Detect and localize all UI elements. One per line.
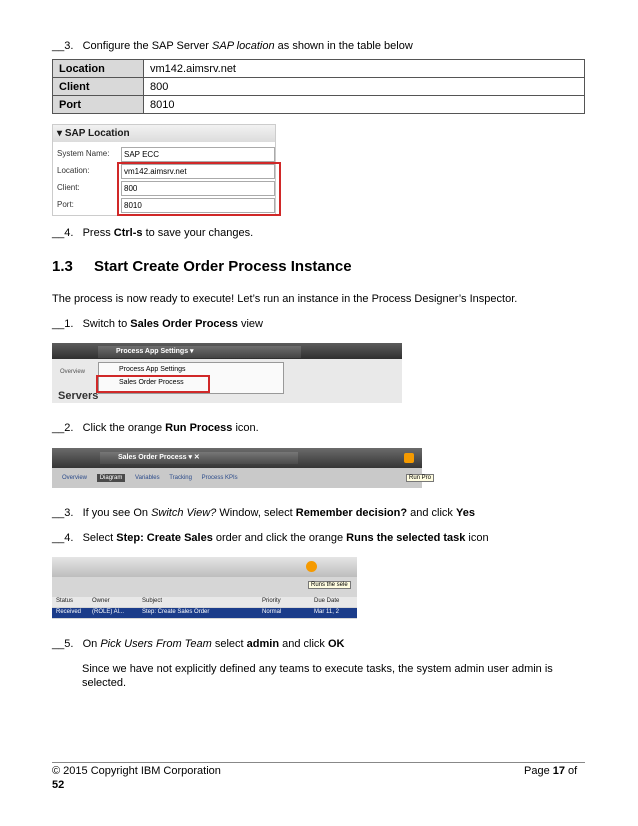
step-text: and click bbox=[279, 638, 328, 650]
step-text: select bbox=[211, 638, 247, 650]
page-label: Page bbox=[524, 765, 553, 777]
step-number: __4. bbox=[52, 227, 74, 239]
location-field[interactable]: vm142.aimsrv.net bbox=[121, 164, 275, 179]
field-label: Client: bbox=[57, 183, 80, 192]
table-row[interactable] bbox=[52, 608, 357, 618]
column-header: Priority bbox=[262, 598, 281, 604]
page-of: of bbox=[565, 765, 578, 777]
footer-divider bbox=[52, 762, 585, 763]
step-configure-sap bbox=[52, 40, 413, 52]
section-number: 1.3 bbox=[52, 258, 73, 275]
step-bold: Runs the selected task bbox=[346, 532, 466, 544]
table-row bbox=[53, 60, 585, 78]
step-text: as shown in the table below bbox=[274, 40, 413, 52]
client-field[interactable]: 800 bbox=[121, 181, 275, 196]
table-row bbox=[53, 78, 585, 96]
step-pick-users bbox=[52, 638, 344, 650]
step-italic: SAP location bbox=[212, 40, 275, 52]
field-label: Port: bbox=[57, 200, 74, 209]
table-key: Client bbox=[53, 78, 144, 96]
step-bold: Run Process bbox=[165, 422, 233, 434]
section-heading bbox=[52, 258, 352, 275]
column-header: Status bbox=[56, 598, 74, 604]
step-bold: Yes bbox=[455, 507, 475, 519]
menu-item[interactable]: Sales Order Process bbox=[119, 379, 184, 386]
table-header bbox=[52, 597, 357, 607]
step-bold: Sales Order Process bbox=[130, 318, 238, 330]
step-text: Press bbox=[82, 227, 114, 239]
table-row bbox=[53, 96, 585, 114]
step-text: icon. bbox=[232, 422, 259, 434]
tooltip: Run Pro bbox=[406, 474, 434, 482]
step-run-process bbox=[52, 422, 259, 434]
step-text: If you see On bbox=[82, 507, 152, 519]
page-total: 52 bbox=[52, 779, 65, 791]
cell: Step: Create Sales Order bbox=[142, 609, 210, 615]
system-name-field[interactable]: SAP ECC bbox=[121, 147, 275, 162]
sap-location-screenshot bbox=[52, 124, 276, 216]
cell: Received bbox=[56, 609, 82, 615]
config-table bbox=[52, 59, 585, 114]
highlight-box bbox=[96, 375, 210, 393]
step-switch-view-dialog bbox=[52, 507, 475, 519]
step-number: __2. bbox=[52, 422, 74, 434]
step-save bbox=[52, 227, 253, 239]
tab-process-kpis[interactable]: Process KPIs bbox=[201, 475, 238, 481]
tab-overview[interactable]: Overview bbox=[62, 475, 88, 481]
step-text: Window, select bbox=[216, 507, 296, 519]
tab-overview[interactable]: Overview bbox=[60, 369, 86, 375]
sap-location-header: ▾ SAP Location bbox=[53, 125, 275, 142]
step-select-task bbox=[52, 532, 489, 544]
step-text: Select bbox=[82, 532, 117, 544]
page-number: 17 bbox=[552, 765, 565, 777]
step-text: icon bbox=[465, 532, 489, 544]
step-number: __3. bbox=[52, 40, 74, 52]
cell: (ROLE) Al... bbox=[92, 609, 125, 615]
step-text: Click the orange bbox=[82, 422, 166, 434]
cell: Mar 11, 2 bbox=[314, 609, 339, 615]
port-field[interactable]: 8010 bbox=[121, 198, 275, 213]
step-number: __1. bbox=[52, 318, 74, 330]
step-text: Switch to bbox=[82, 318, 131, 330]
step-text: Configure the SAP Server bbox=[82, 40, 213, 52]
table-key: Port bbox=[53, 96, 144, 114]
process-app-settings-screenshot bbox=[52, 343, 402, 403]
run-task-icon[interactable] bbox=[306, 561, 317, 572]
step-number: __3. bbox=[52, 507, 74, 519]
step-bold: Remember decision? bbox=[295, 507, 408, 519]
intro-paragraph: The process is now ready to execute! Let’s run an instance in the Process Designer’s Inspector. bbox=[52, 293, 518, 305]
table-value: vm142.aimsrv.net bbox=[144, 60, 585, 78]
step-text: to save your changes. bbox=[142, 227, 254, 239]
step-bold: OK bbox=[327, 638, 345, 650]
step-bold: Step: Create Sales bbox=[116, 532, 213, 544]
view-selector-label: Process App Settings bbox=[116, 348, 189, 355]
view-selector-label: Sales Order Process bbox=[118, 454, 187, 461]
inspector-screenshot bbox=[52, 557, 357, 619]
highlight-box bbox=[117, 162, 281, 216]
designer-tabs bbox=[62, 475, 246, 481]
menu-item[interactable]: Process App Settings bbox=[119, 366, 186, 373]
chevron-down-icon: ▾ ✕ bbox=[188, 454, 200, 461]
step-italic: Switch View? bbox=[151, 507, 217, 519]
run-process-icon[interactable] bbox=[404, 453, 414, 463]
tab-tracking[interactable]: Tracking bbox=[169, 475, 192, 481]
step-text: and click bbox=[407, 507, 456, 519]
step-switch-view bbox=[52, 318, 263, 330]
step-text: order and click the orange bbox=[212, 532, 347, 544]
step-bold: Ctrl-s bbox=[113, 227, 143, 239]
tab-diagram[interactable]: Diagram bbox=[97, 474, 126, 482]
view-selector[interactable] bbox=[100, 452, 298, 464]
servers-heading: Servers bbox=[58, 390, 99, 402]
column-header: Owner bbox=[92, 598, 110, 604]
field-label: System Name: bbox=[57, 149, 110, 158]
chevron-down-icon: ▾ bbox=[190, 348, 194, 355]
cell: Normal bbox=[262, 609, 282, 615]
step-text: view bbox=[237, 318, 263, 330]
field-label: Location: bbox=[57, 166, 90, 175]
step-number: __4. bbox=[52, 532, 74, 544]
step-bold: admin bbox=[246, 638, 280, 650]
section-title: Start Create Order Process Instance bbox=[94, 258, 352, 275]
footer-copyright: © 2015 Copyright IBM Corporation bbox=[52, 765, 221, 777]
column-header: Subject bbox=[142, 598, 163, 604]
note-paragraph: Since we have not explicitly defined any teams to execute tasks, the system admin user admin is selected. bbox=[82, 663, 553, 689]
view-selector[interactable] bbox=[98, 346, 301, 358]
table-value: 800 bbox=[144, 78, 585, 96]
footer-page bbox=[524, 765, 577, 777]
step-text: On bbox=[82, 638, 101, 650]
column-header: Due Date bbox=[314, 598, 340, 604]
sap-header-label: SAP Location bbox=[64, 128, 130, 139]
table-key: Location bbox=[53, 60, 144, 78]
step-number: __5. bbox=[52, 638, 74, 650]
step-italic: Pick Users From Team bbox=[100, 638, 212, 650]
tooltip: Runs the sele bbox=[308, 581, 351, 589]
table-value: 8010 bbox=[144, 96, 585, 114]
sales-order-process-screenshot bbox=[52, 448, 432, 488]
tab-variables[interactable]: Variables bbox=[135, 475, 160, 481]
